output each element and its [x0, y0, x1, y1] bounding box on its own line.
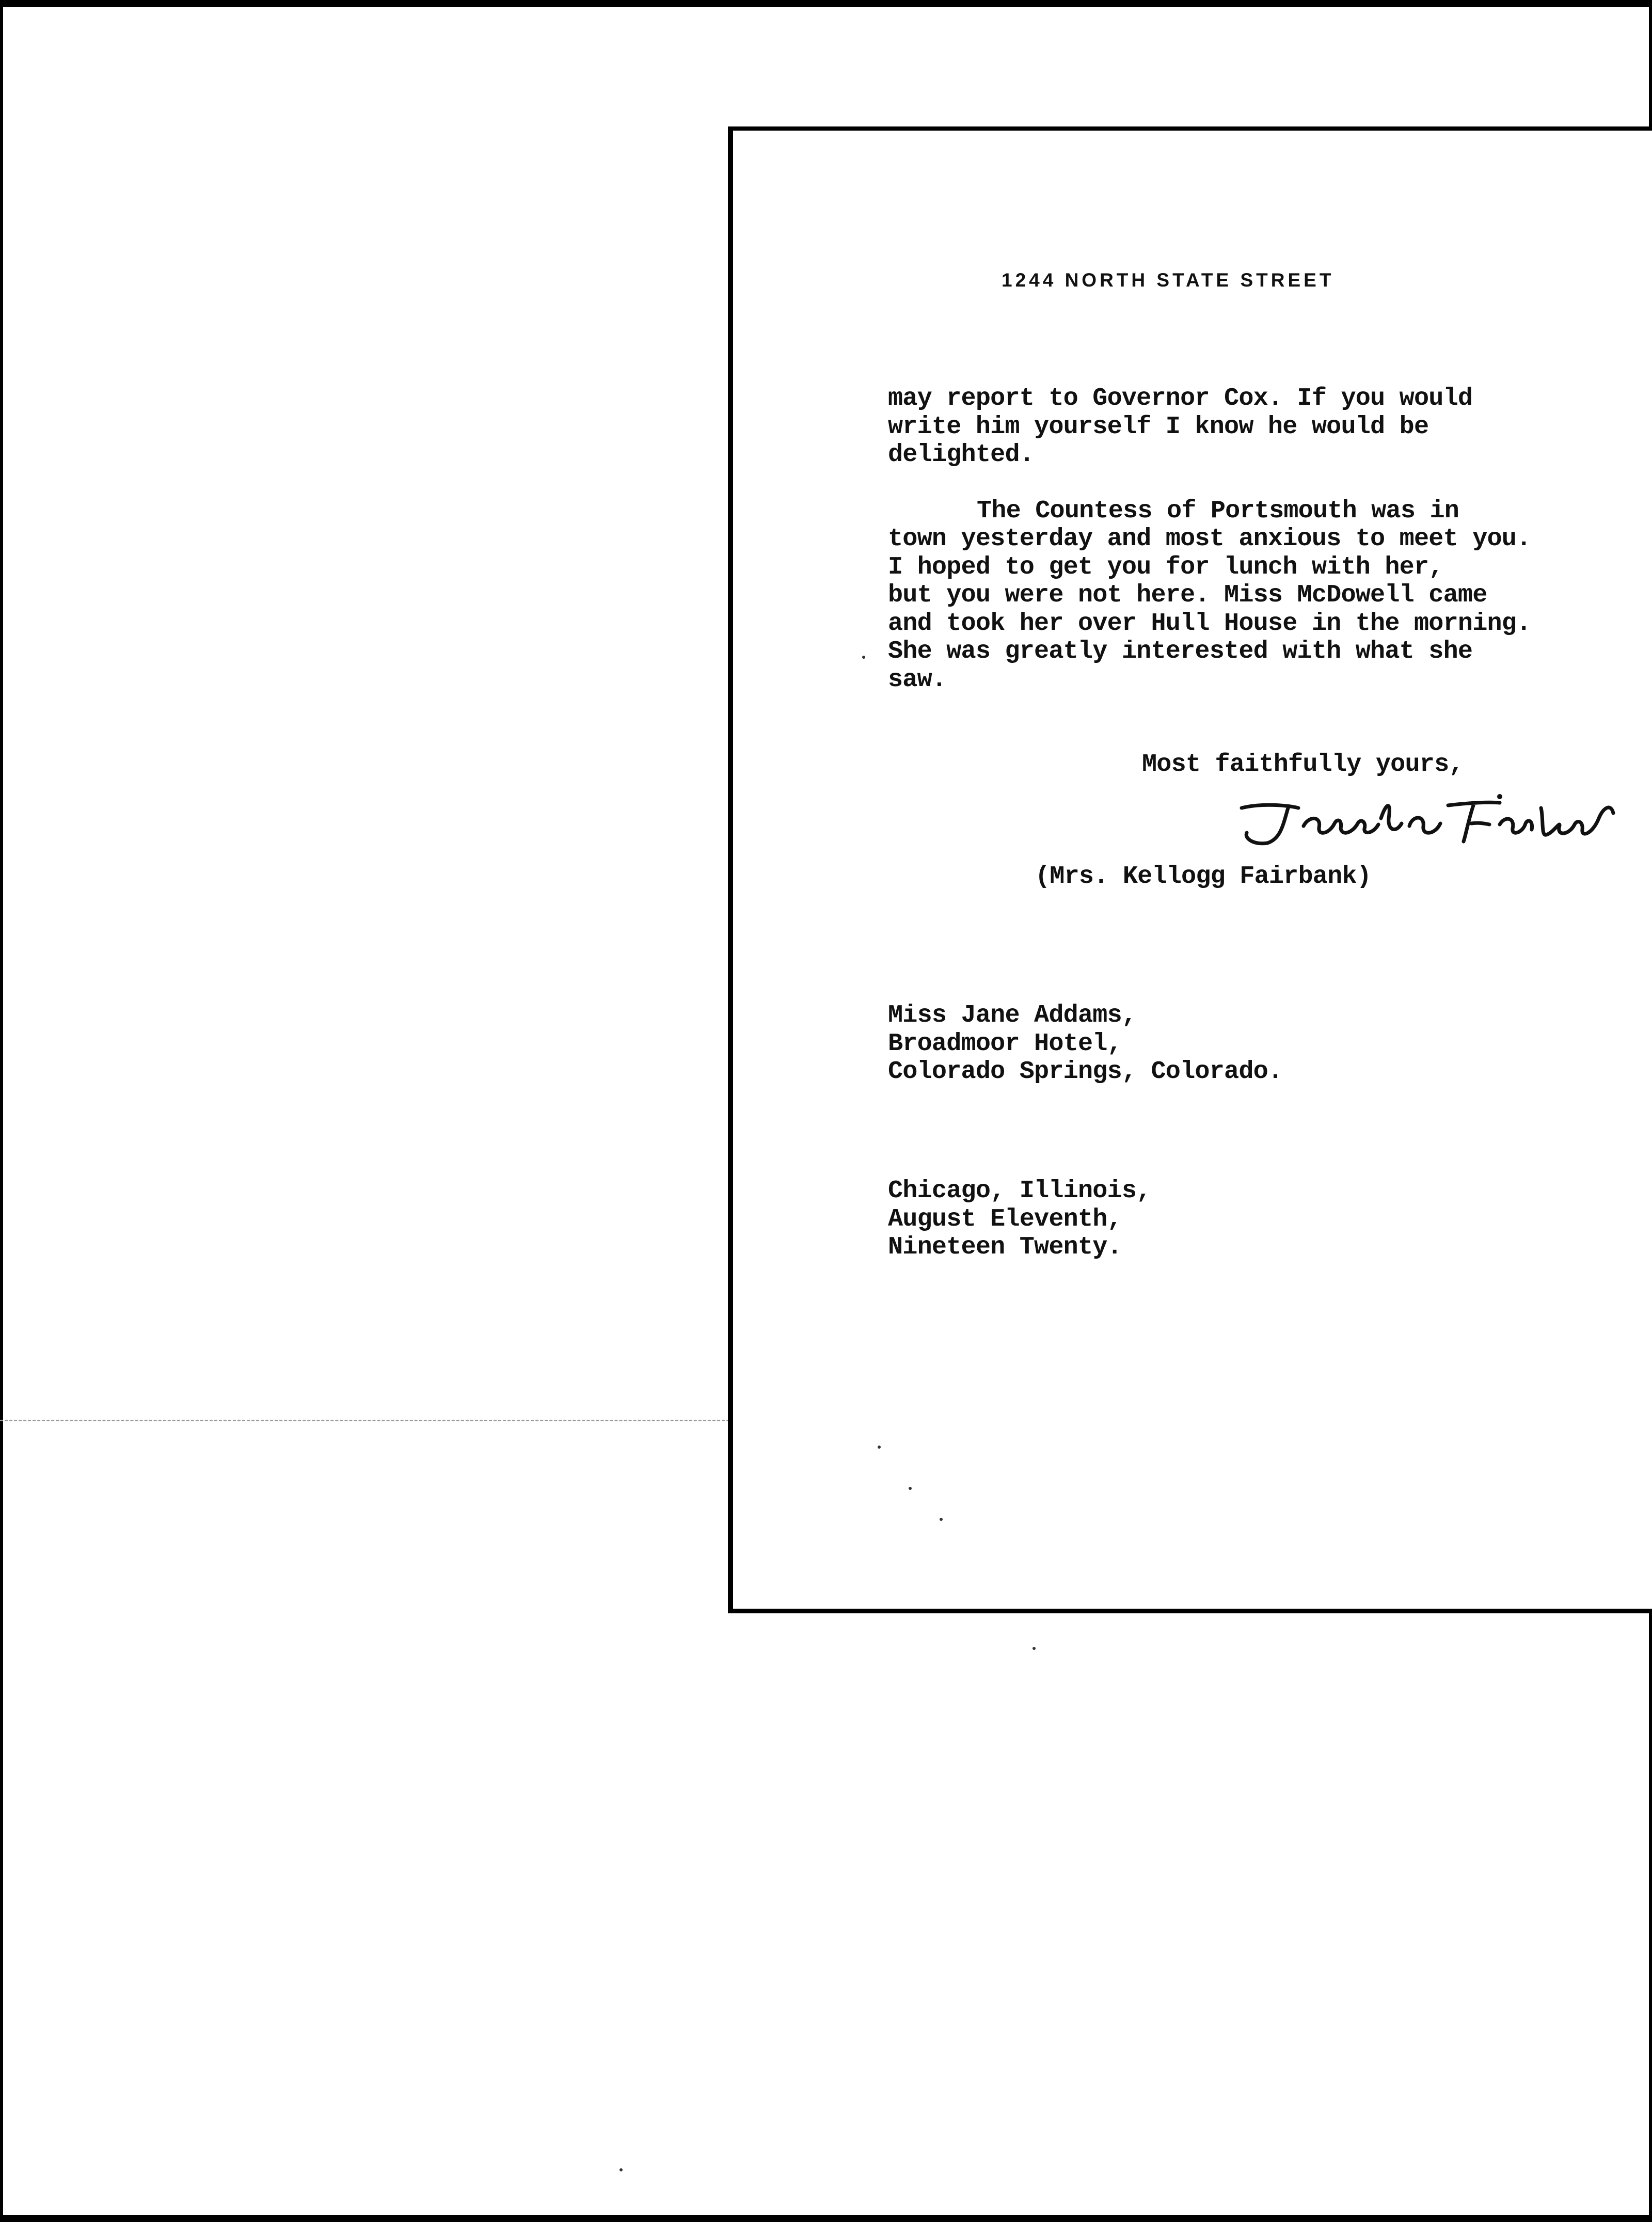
scan-speck: [909, 1487, 912, 1490]
body-line: may report to Governor Cox. If you would: [888, 384, 1473, 412]
body-line: The Countess of Portsmouth was in: [977, 496, 1459, 525]
recipient-line: Miss Jane Addams,: [888, 1001, 1137, 1029]
scan-speck: [940, 1518, 943, 1521]
recipient-line: Colorado Springs, Colorado.: [888, 1057, 1283, 1086]
scan-speck: [862, 656, 865, 659]
body-line: saw.: [888, 665, 947, 694]
recipient-line: Broadmoor Hotel,: [888, 1029, 1122, 1058]
handwritten-signature: [1231, 787, 1624, 849]
scan-border-bottom: [0, 2215, 1652, 2222]
body-line: town yesterday and most anxious to meet you.: [888, 525, 1531, 553]
dateline: [888, 1177, 1151, 1262]
dateline-line: Chicago, Illinois,: [888, 1177, 1151, 1205]
letterhead-address: 1244 NORTH STATE STREET: [1002, 269, 1335, 291]
scan-speck: [1032, 1647, 1036, 1650]
body-line: write him yourself I know he would be: [888, 412, 1429, 441]
dateline-line: Nineteen Twenty.: [888, 1233, 1122, 1261]
dateline-line: August Eleventh,: [888, 1204, 1122, 1233]
body-line: but you were not here. Miss McDowell came: [888, 581, 1487, 609]
scan-border-left: [0, 0, 3, 2222]
closing-line: Most faithfully yours,: [1142, 750, 1464, 779]
scan-speck: [878, 1446, 881, 1449]
body-line: and took her over Hull House in the morning.: [888, 609, 1531, 638]
paragraph-gap: [888, 469, 1621, 497]
letter-body: [888, 385, 1621, 694]
recipient-address: [888, 1002, 1282, 1086]
body-line: I hoped to get you for lunch with her,: [888, 552, 1443, 581]
scan-speck: [620, 2168, 623, 2171]
fold-line: [0, 1420, 743, 1421]
signer-name: (Mrs. Kellogg Fairbank): [1035, 862, 1372, 891]
scan-border-top: [0, 0, 1652, 7]
body-line: She was greatly interested with what she: [888, 637, 1473, 665]
body-line: delighted.: [888, 440, 1035, 469]
